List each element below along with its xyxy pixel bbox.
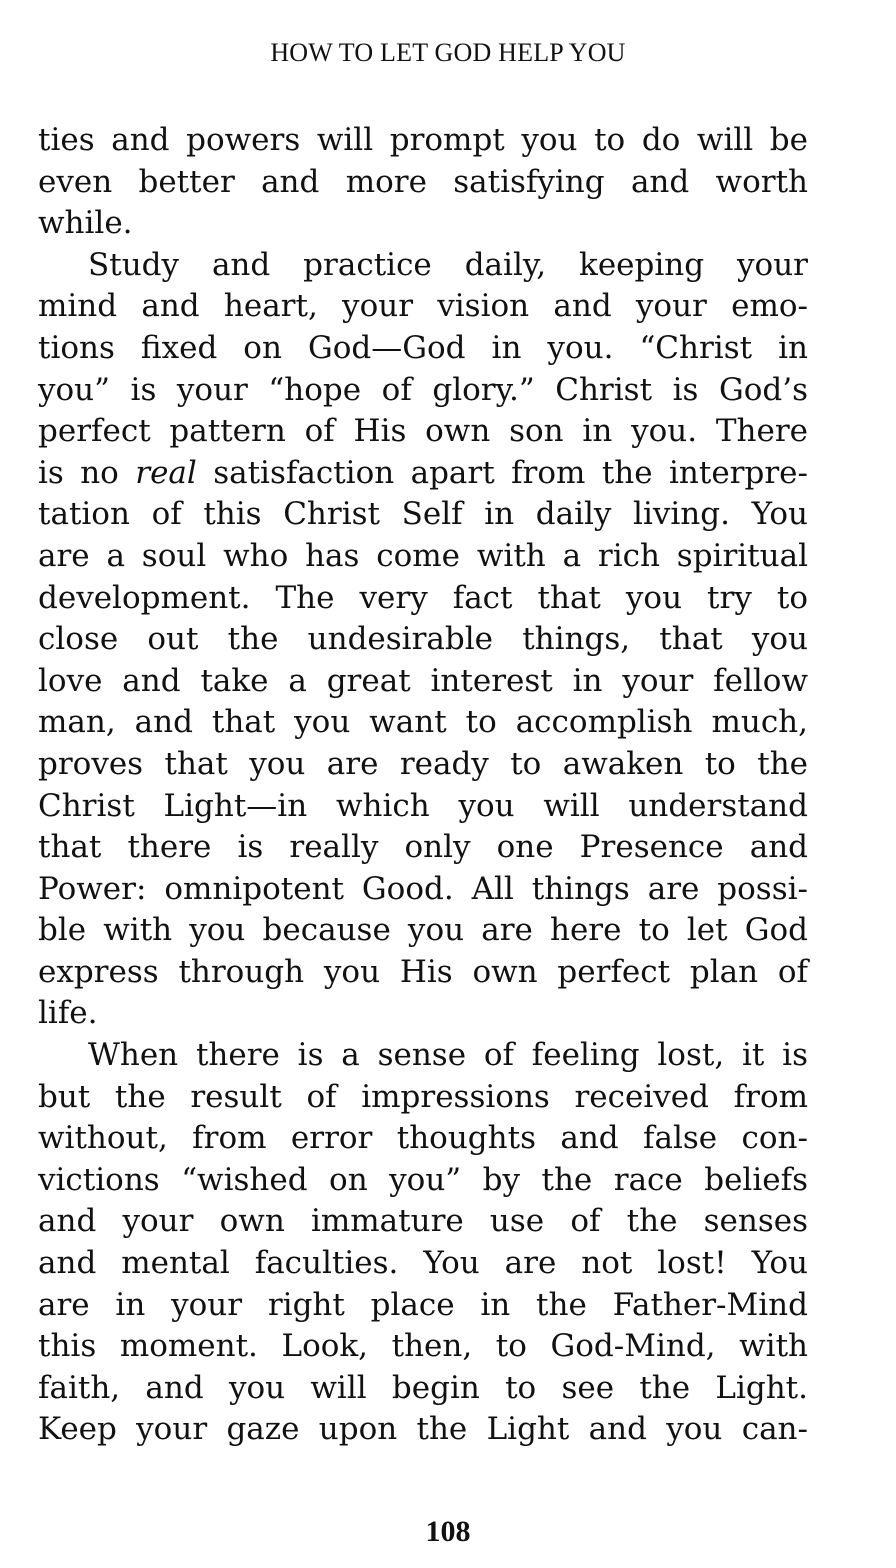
text-line: even better and more satisfying and worth [38, 163, 808, 200]
text-line: express through you His own perfect plan of [38, 953, 808, 990]
text-line: while. [38, 205, 133, 242]
text-line: and mental faculties. You are not lost! You [38, 1245, 808, 1282]
text-line: tions fixed on God—God in you. “Christ in [38, 329, 808, 366]
text-line: but the result of impressions received from [38, 1078, 808, 1115]
paragraph-first-line: Study and practice daily, keeping your [88, 246, 808, 283]
text-line: faith, and you will begin to see the Light. [38, 1369, 808, 1406]
text-line: you” is your “hope of glory.” Christ is God’s [38, 371, 808, 408]
text-line: tation of this Christ Self in daily living. You [38, 496, 808, 533]
text-line: are in your right place in the Father-Mind [38, 1286, 808, 1323]
text-line: this moment. Look, then, to God-Mind, with [38, 1328, 808, 1365]
text-line: ble with you because you are here to let God [38, 912, 808, 949]
text-line: mind and heart, your vision and your emo- [38, 288, 808, 325]
text-line: ties and powers will prompt you to do will be [38, 122, 808, 158]
text-line: close out the undesirable things, that you [38, 621, 808, 658]
text-line: Power: omnipotent Good. All things are possi- [38, 870, 808, 907]
text-line: Keep your gaze upon the Light and you can- [38, 1411, 808, 1448]
text-line: proves that you are ready to awaken to the [38, 745, 808, 782]
text-line: are a soul who has come with a rich spiritual [38, 537, 808, 574]
running-head: HOW TO LET GOD HELP YOU [270, 38, 626, 67]
text-line: man, and that you want to accomplish much, [38, 704, 808, 741]
text-run: satisfaction apart from the interpre- [196, 454, 808, 491]
paragraph-first-line: When there is a sense of feeling lost, it is [88, 1037, 808, 1074]
text-line: perfect pattern of His own son in you. There [38, 413, 808, 450]
text-line [38, 453, 808, 495]
text-run: is no [38, 454, 136, 491]
text-line: that there is really only one Presence and [38, 829, 808, 866]
text-line: love and take a great interest in your fellow [38, 662, 808, 699]
text-line: without, from error thoughts and false con- [38, 1120, 808, 1157]
text-line: victions “wished on you” by the race beliefs [38, 1161, 808, 1198]
page-number: 108 [425, 1515, 471, 1548]
italic-emphasis: real [135, 454, 197, 491]
text-line: and your own immature use of the senses [38, 1203, 808, 1240]
body-text [38, 120, 808, 1451]
text-line: development. The very fact that you try to [38, 579, 808, 616]
text-line: Christ Light—in which you will understand [38, 787, 808, 824]
text-line: life. [38, 995, 98, 1032]
